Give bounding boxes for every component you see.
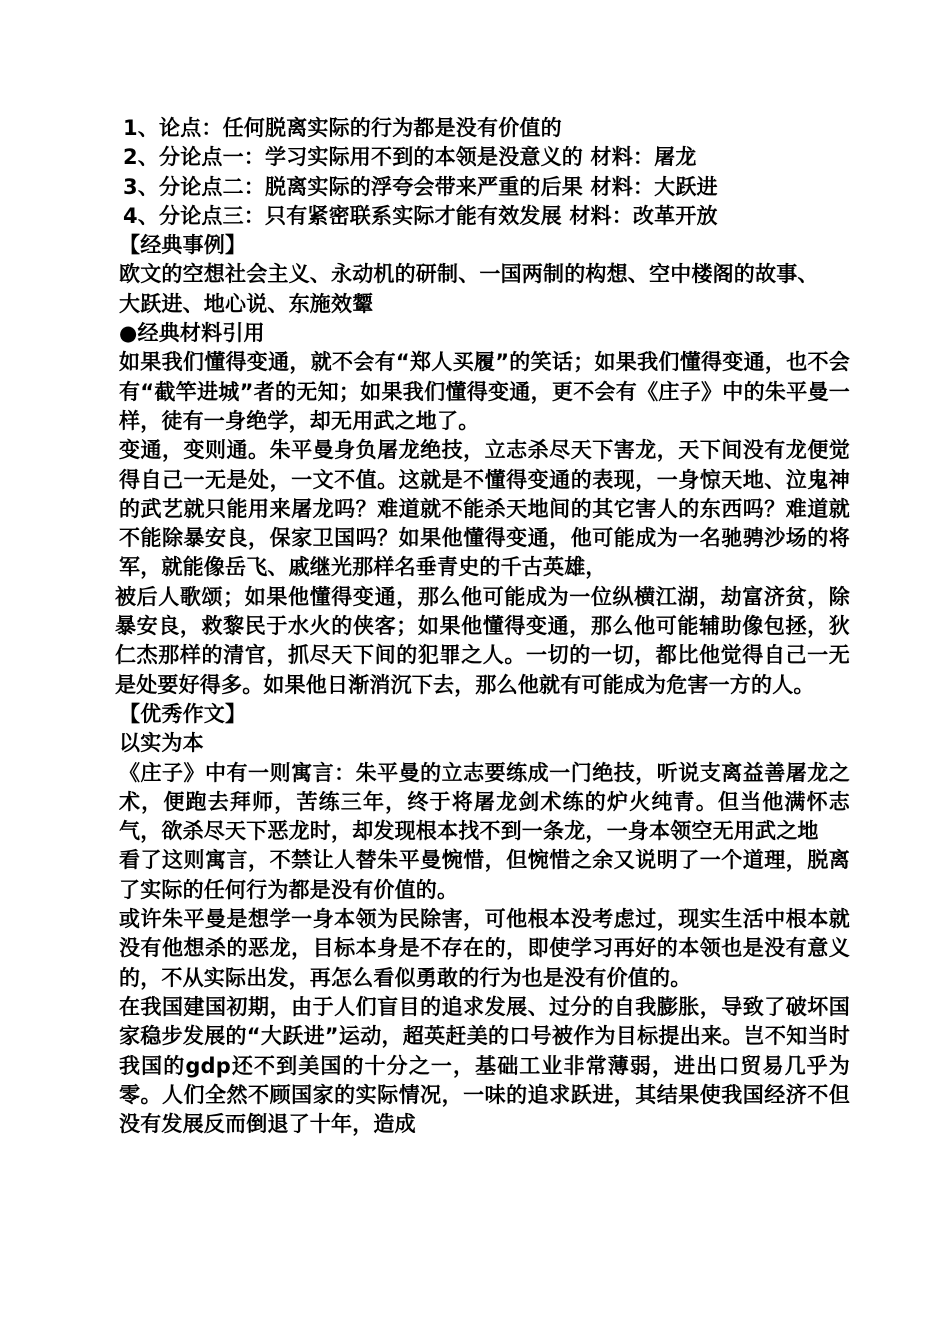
outline-point-2: 3、分论点二：脱离实际的浮夸会带来严重的后果 材料：大跃进 [123,174,718,199]
essay-title: 以实为本 [119,731,204,756]
quotes-paragraph-2: 变通，变则通。朱平曼身负屠龙绝技，立志杀尽天下害龙，天下间没有龙便觉得自己一无是处，一文不值。这就是不懂得变通的表现，一身惊天地、泣鬼神的武艺就只能用来屠龙吗？难道就不能杀天地间的其它害人的东西吗？难道就不能除暴安良，保家卫国吗？如果他懂得变通，他可能成为一名驰骋沙场的将军，就能像岳飞、戚继光那样名垂青史的千古英雄， [119,438,850,580]
quotes-heading: ●经典材料引用 [119,321,265,346]
essay-paragraph-2: 看了这则寓言，不禁让人替朱平曼惋惜，但惋惜之余又说明了一个道理，脱离了实际的任何行为都是没有价值的。 [119,848,850,902]
examples-heading: 【经典事例】 [119,233,247,258]
outline-point-1: 2、分论点一：学习实际用不到的本领是没意义的 材料：屠龙 [123,145,697,170]
document-body [115,114,850,1139]
quotes-paragraph-3: 被后人歌颂；如果他懂得变通，那么他可能成为一位纵横江湖，劫富济贫，除暴安良，救黎民于水火的侠客；如果他懂得变通，那么他可能辅助像包拯，狄仁杰那样的清官，抓尽天下间的犯罪之人。一切的一切，都比他觉得自己一无是处要好得多。如果他日渐消沉下去，那么他就有可能成为危害一方的人。 [115,584,850,697]
essay-paragraph-1: 《庄子》中有一则寓言：朱平曼的立志要练成一门绝技，听说支离益善屠龙之术，便跑去拜师，苦练三年，终于将屠龙剑术练的炉火纯青。但当他满怀志气，欲杀尽天下恶龙时，却发现根本找不到一条龙，一身本领空无用武之地 [119,760,850,844]
outline-point-3: 4、分论点三：只有紧密联系实际才能有效发展 材料：改革开放 [123,203,718,228]
essay-paragraph-4: 在我国建国初期，由于人们盲目的追求发展、过分的自我膨胀，导致了破坏国家稳步发展的“大跃进”运动，超英赶美的口号被作为目标提出来。岂不知当时我国的gdp还不到美国的十分之一，基础工业非常薄弱，进出口贸易几乎为零。人们全然不顾国家的实际情况，一味的追求跃进，其结果使我国经济不但没有发展反而倒退了十年，造成 [119,994,850,1137]
examples-paragraph-1: 欧文的空想社会主义、永动机的研制、一国两制的构想、空中楼阁的故事、 [119,262,819,287]
essay-paragraph-3: 或许朱平曼是想学一身本领为民除害，可他根本没考虑过，现实生活中根本就没有他想杀的恶龙，目标本身是不存在的，即使学习再好的本领也是没有意义的，不从实际出发，再怎么看似勇敢的行为也是没有价值的。 [119,907,850,990]
outline-thesis: 1、论点：任何脱离实际的行为都是没有价值的 [123,116,562,140]
quotes-paragraph-1: 如果我们懂得变通，就不会有“郑人买履”的笑话；如果我们懂得变通，也不会有“截竿进城”者的无知；如果我们懂得变通，更不会有《庄子》中的朱平曼一样，徒有一身绝学，却无用武之地了。 [119,350,850,433]
essay-heading: 【优秀作文】 [119,701,247,726]
examples-paragraph-2: 大跃进、地心说、东施效颦 [119,291,374,316]
